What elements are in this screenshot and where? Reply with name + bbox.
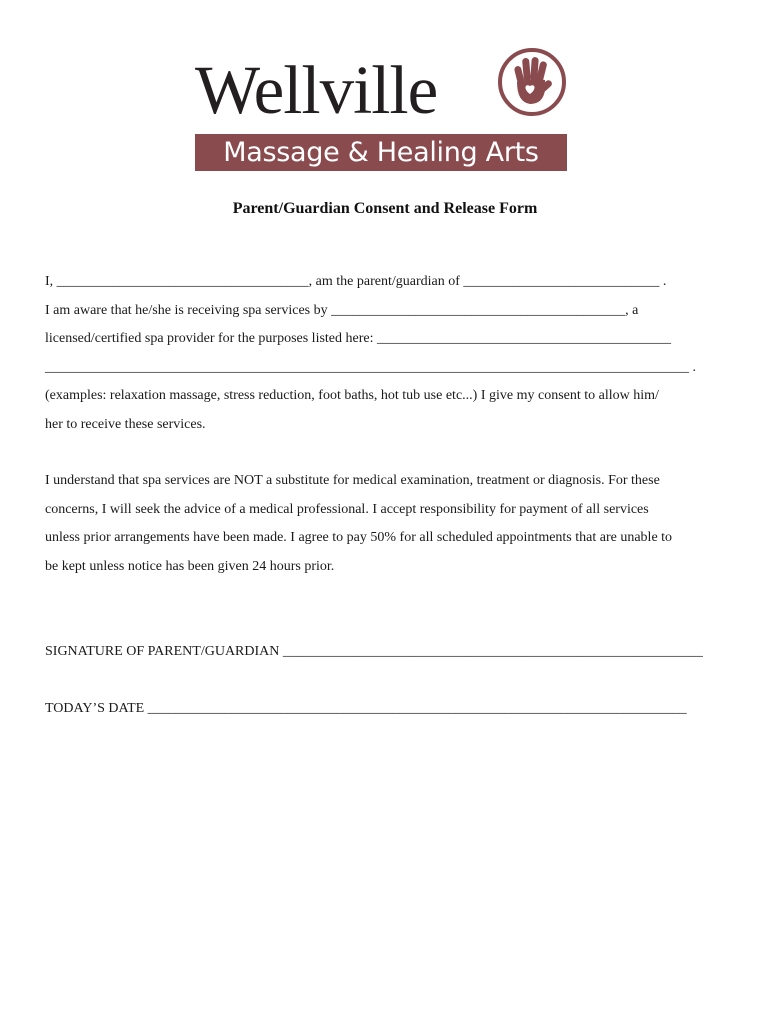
signature-field[interactable]: SIGNATURE OF PARENT/GUARDIAN ____________________________________________________________ bbox=[45, 644, 703, 659]
consent-line-5: (examples: relaxation massage, stress reduction, foot baths, hot tub use etc...) I give my consent to allow him/ bbox=[45, 388, 659, 403]
consent-line-2: I am aware that he/she is receiving spa services by __________________________________________, a bbox=[45, 303, 639, 318]
date-field[interactable]: TODAY’S DATE _____________________________________________________________________________ bbox=[45, 701, 687, 716]
consent-line-1: I, ____________________________________, am the parent/guardian of ____________________________ . bbox=[45, 274, 667, 289]
terms-line-4: be kept unless notice has been given 24 hours prior. bbox=[45, 559, 335, 574]
form-title: Parent/Guardian Consent and Release Form bbox=[232, 200, 538, 217]
consent-line-6: her to receive these services. bbox=[45, 417, 206, 432]
logo-tagline: Massage & Healing Arts bbox=[195, 134, 567, 171]
logo bbox=[195, 44, 571, 172]
terms-line-1: I understand that spa services are NOT a substitute for medical examination, treatment or diagnosis. For these bbox=[45, 473, 660, 488]
terms-line-2: concerns, I will seek the advice of a medical professional. I accept responsibility for payment of all services bbox=[45, 502, 649, 517]
terms-line-3: unless prior arrangements have been made. I agree to pay 50% for all scheduled appointments that are unable to bbox=[45, 530, 673, 545]
logo-wordmark: Wellville bbox=[195, 52, 438, 128]
consent-line-3: licensed/certified spa provider for the purposes listed here: __________________________________________ bbox=[45, 331, 671, 346]
consent-line-4: ____________________________________________________________________________________________ . bbox=[45, 360, 696, 375]
hand-heart-icon bbox=[497, 44, 567, 120]
